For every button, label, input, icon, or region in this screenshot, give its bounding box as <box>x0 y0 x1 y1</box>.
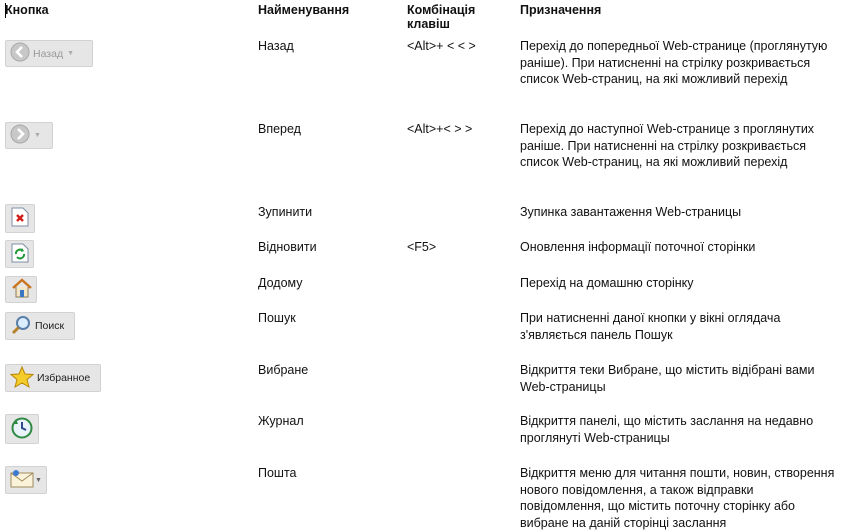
back-button[interactable] <box>5 40 93 67</box>
row-refresh-name: Відновити <box>258 240 317 254</box>
row-back-purpose: Перехід до попередньої Web-странице (проглянутую раніше). При натисненні на стрілку розкривається список Web-страниц, на які можливий перехід <box>520 39 828 86</box>
chevron-down-icon[interactable]: ▼ <box>34 132 41 139</box>
row-refresh-purpose: Оновлення інформації поточної сторінки <box>520 240 756 254</box>
chevron-down-icon[interactable]: ▼ <box>35 476 42 484</box>
row-forward-purpose: Перехід до наступної Web-странице з проглянутих раніше. При натисненні на стрілку розкривається список Web-страниц, на які можливий перехід <box>520 122 815 169</box>
forward-button[interactable] <box>5 122 53 149</box>
row-home-purpose: Перехід на домашню сторінку <box>520 276 694 290</box>
favorites-star-icon <box>10 366 34 391</box>
row-mail-name: Пошта <box>258 466 297 480</box>
header-button: Кнопка <box>5 3 49 17</box>
home-button[interactable] <box>5 276 37 303</box>
row-refresh-keys: <F5> <box>407 240 437 254</box>
row-history-name: Журнал <box>258 414 304 428</box>
history-icon <box>10 416 34 443</box>
row-search-purpose: При натисненні даної кнопки у вікні оглядача з'являється панель Пошук <box>520 311 781 342</box>
search-icon <box>10 314 32 339</box>
forward-arrow-icon <box>10 124 30 147</box>
row-home-name: Додому <box>258 276 303 290</box>
row-forward-name: Вперед <box>258 122 301 136</box>
history-button[interactable] <box>5 414 39 444</box>
row-favorites-name: Вибране <box>258 363 309 377</box>
refresh-button[interactable] <box>5 240 34 268</box>
row-stop-purpose: Зупинка завантаження Web-страницы <box>520 205 742 219</box>
stop-icon <box>11 207 29 230</box>
stop-button[interactable] <box>5 204 35 233</box>
favorites-button[interactable] <box>5 364 101 392</box>
row-forward-keys: <Alt>+< > > <box>407 122 473 136</box>
chevron-down-icon[interactable]: ▼ <box>67 50 75 57</box>
header-keys: Комбінація клавіш <box>407 3 476 31</box>
search-button-label: Поиск <box>35 320 65 332</box>
row-back-keys: <Alt>+ < < > <box>407 39 476 53</box>
back-arrow-icon <box>10 42 30 65</box>
home-icon <box>10 277 34 302</box>
row-search-name: Пошук <box>258 311 296 325</box>
row-history-purpose: Відкриття панелі, що містить заслання на недавно проглянуті Web-страницы <box>520 414 814 445</box>
header-name: Найменування <box>258 3 350 17</box>
back-button-label: Назад <box>33 47 64 60</box>
row-back-name: Назад <box>258 39 294 53</box>
row-favorites-purpose: Відкриття теки Вибране, що містить відібрані вами Web-страницы <box>520 363 815 394</box>
header-purpose: Призначення <box>520 3 602 17</box>
favorites-button-label: Избранное <box>37 372 91 384</box>
mail-button[interactable] <box>5 466 47 494</box>
refresh-icon <box>11 243 29 266</box>
search-button[interactable] <box>5 312 75 340</box>
mail-icon <box>10 469 34 492</box>
row-mail-purpose: Відкриття меню для читання пошти, новин, створення нового повідомлення, а також відправки повідомлення, що містить поточну сторінку або вибране на даній сторінці заслання <box>520 466 835 530</box>
row-stop-name: Зупинити <box>258 205 313 219</box>
